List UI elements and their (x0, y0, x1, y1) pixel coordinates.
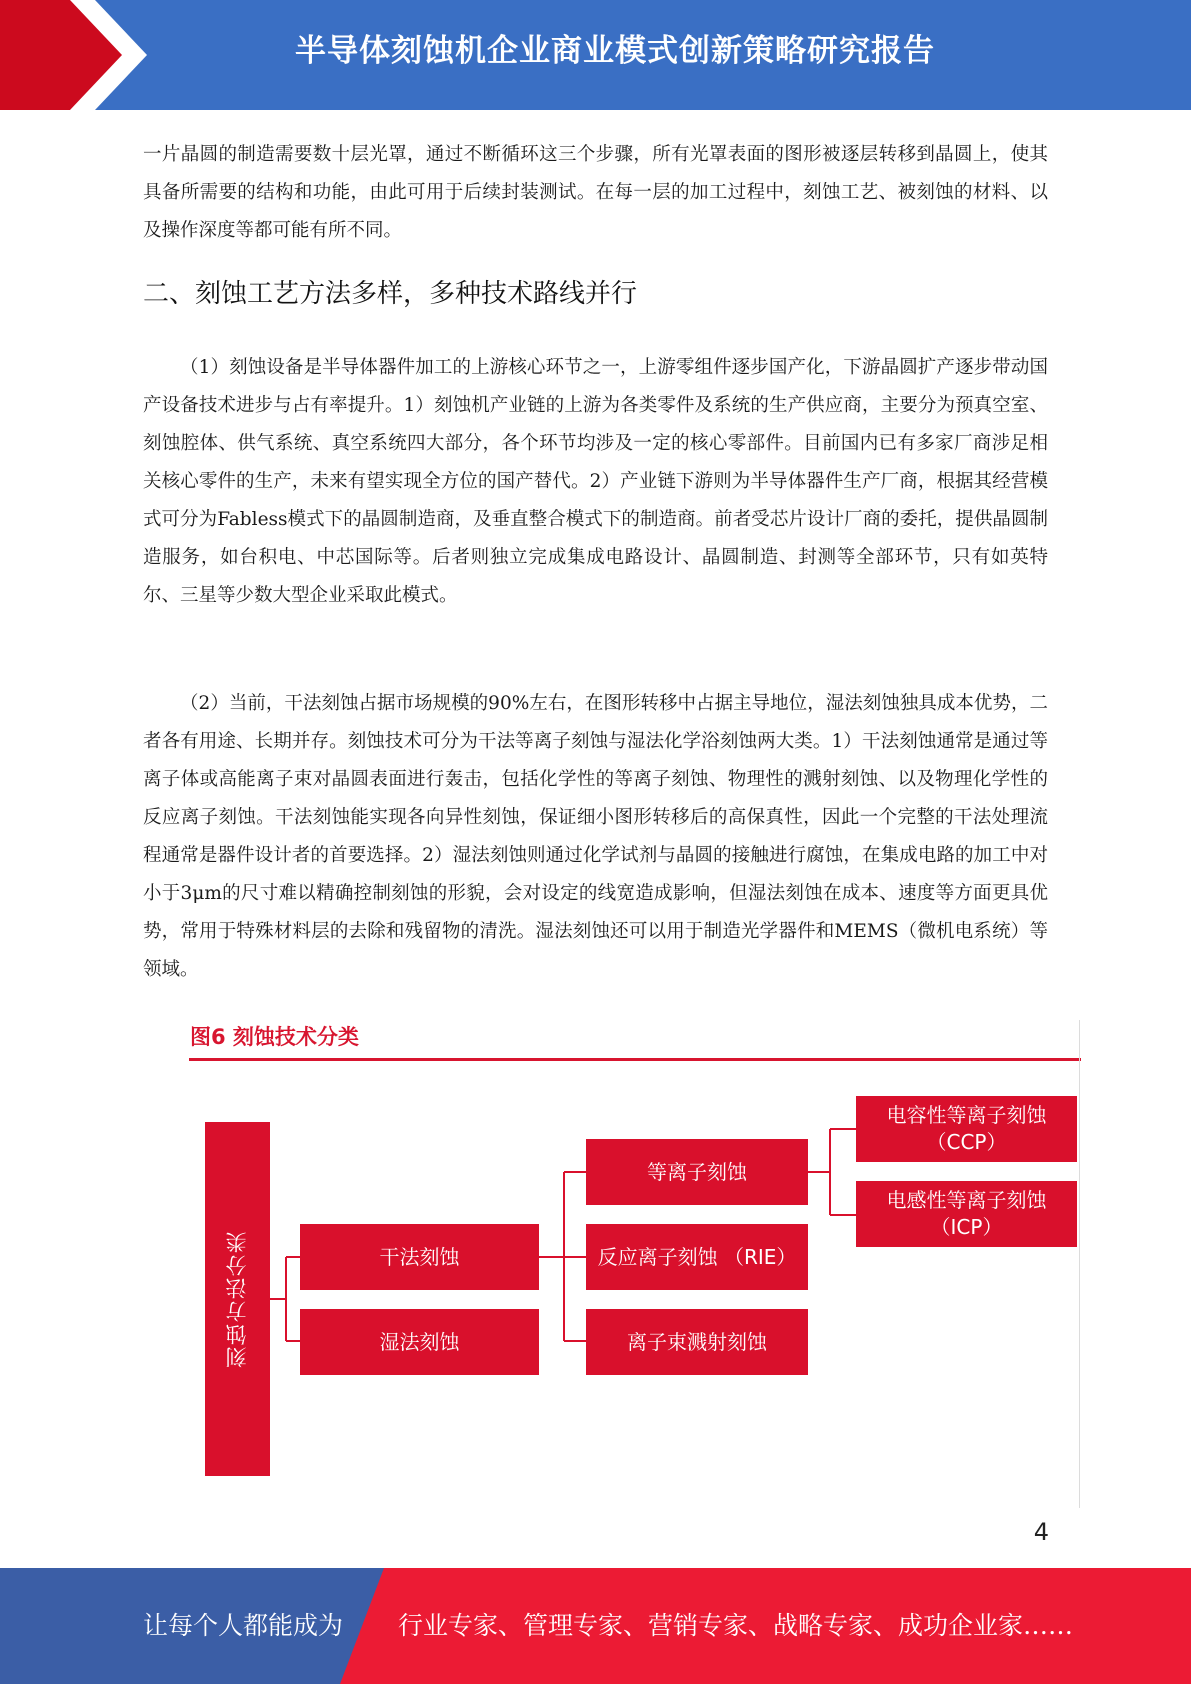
ccp-label: 电容性等离子刻蚀 (886, 1103, 1047, 1127)
icp-label: 电感性等离子刻蚀 (886, 1188, 1047, 1212)
footer-slogan-left: 让每个人都能成为 (143, 1611, 344, 1640)
dry-etching-box: 干法刻蚀 (300, 1224, 539, 1290)
icp-box (856, 1181, 1077, 1247)
page-header (0, 0, 1191, 110)
rie-box: 反应离子刻蚀 （RIE） (586, 1224, 808, 1290)
ion-beam-sputter-box: 离子束溅射刻蚀 (586, 1309, 808, 1375)
paragraph-2: （2）当前，干法刻蚀占据市场规模的90%左右，在图形转移中占据主导地位，湿法刻蚀独具成本优势，二者各有用途、长期并存。刻蚀技术可分为干法等离子刻蚀与湿法化学浴刻蚀两大类。1）干法刻蚀通常是通过等离子体或高能离子束对晶圆表面进行轰击，包括化学性的等离子刻蚀、物理性的溅射刻蚀、以及物理化学性的反应离子刻蚀。干法刻蚀能实现各向异性刻蚀，保证细小图形转移后的高保真性，因此一个完整的干法处理流程通常是器件设计者的首要选择。2）湿法刻蚀则通过化学试剂与晶圆的接触进行腐蚀，在集成电路的加工中对小于3μm的尺寸难以精确控制刻蚀的形貌，会对设定的线宽造成影响，但湿法刻蚀在成本、速度等方面更具优势，常用于特殊材料层的去除和残留物的清洗。湿法刻蚀还可以用于制造光学器件和MEMS（微机电系统）等领域。 (143, 693, 1048, 980)
section-heading: 二、刻蚀工艺方法多样，多种技术路线并行 (143, 279, 638, 309)
page-number: 4 (1033, 1518, 1049, 1546)
report-title: 半导体刻蚀机企业商业模式创新策略研究报告 (295, 33, 935, 69)
footer-slogan-right: 行业专家、管理专家、营销专家、战略专家、成功企业家…… (398, 1611, 1074, 1640)
icp-abbr: （ICP） (930, 1215, 1003, 1239)
paragraph-1: （1）刻蚀设备是半导体器件加工的上游核心环节之一，上游零组件逐步国产化，下游晶圆扩产逐步带动国产设备技术进步与占有率提升。1）刻蚀机产业链的上游为各类零件及系统的生产供应商，主要分为预真空室、刻蚀腔体、供气系统、真空系统四大部分，各个环节均涉及一定的核心零部件。目前国内已有多家厂商涉足相关核心零件的生产，未来有望实现全方位的国产替代。2）产业链下游则为半导体器件生产厂商，根据其经营模式可分为Fabless模式下的晶圆制造商，及垂直整合模式下的制造商。前者受芯片设计厂商的委托，提供晶圆制造服务，如台积电、中芯国际等。后者则独立完成集成电路设计、晶圆制造、封测等全部环节，只有如英特尔、三星等少数大型企业采取此模式。 (143, 357, 1048, 606)
etching-classification-figure (186, 1020, 1081, 1508)
ccp-box (856, 1096, 1077, 1162)
wet-etching-box: 湿法刻蚀 (300, 1309, 539, 1375)
page-footer (0, 1568, 1191, 1684)
ccp-abbr: （CCP） (926, 1130, 1007, 1154)
intro-paragraph: 一片晶圆的制造需要数十层光罩，通过不断循环这三个步骤，所有光罩表面的图形被逐层转移到晶圆上，使其具备所需要的结构和功能，由此可用于后续封装测试。在每一层的加工过程中，刻蚀工艺、被刻蚀的材料、以及操作深度等都可能有所不同。 (143, 144, 1048, 241)
figure-title: 图6 刻蚀技术分类 (190, 1025, 359, 1049)
root-category-label: 刻蚀方法分类 (225, 1230, 249, 1368)
root-category-box (205, 1122, 270, 1476)
plasma-etching-box: 等离子刻蚀 (586, 1139, 808, 1205)
